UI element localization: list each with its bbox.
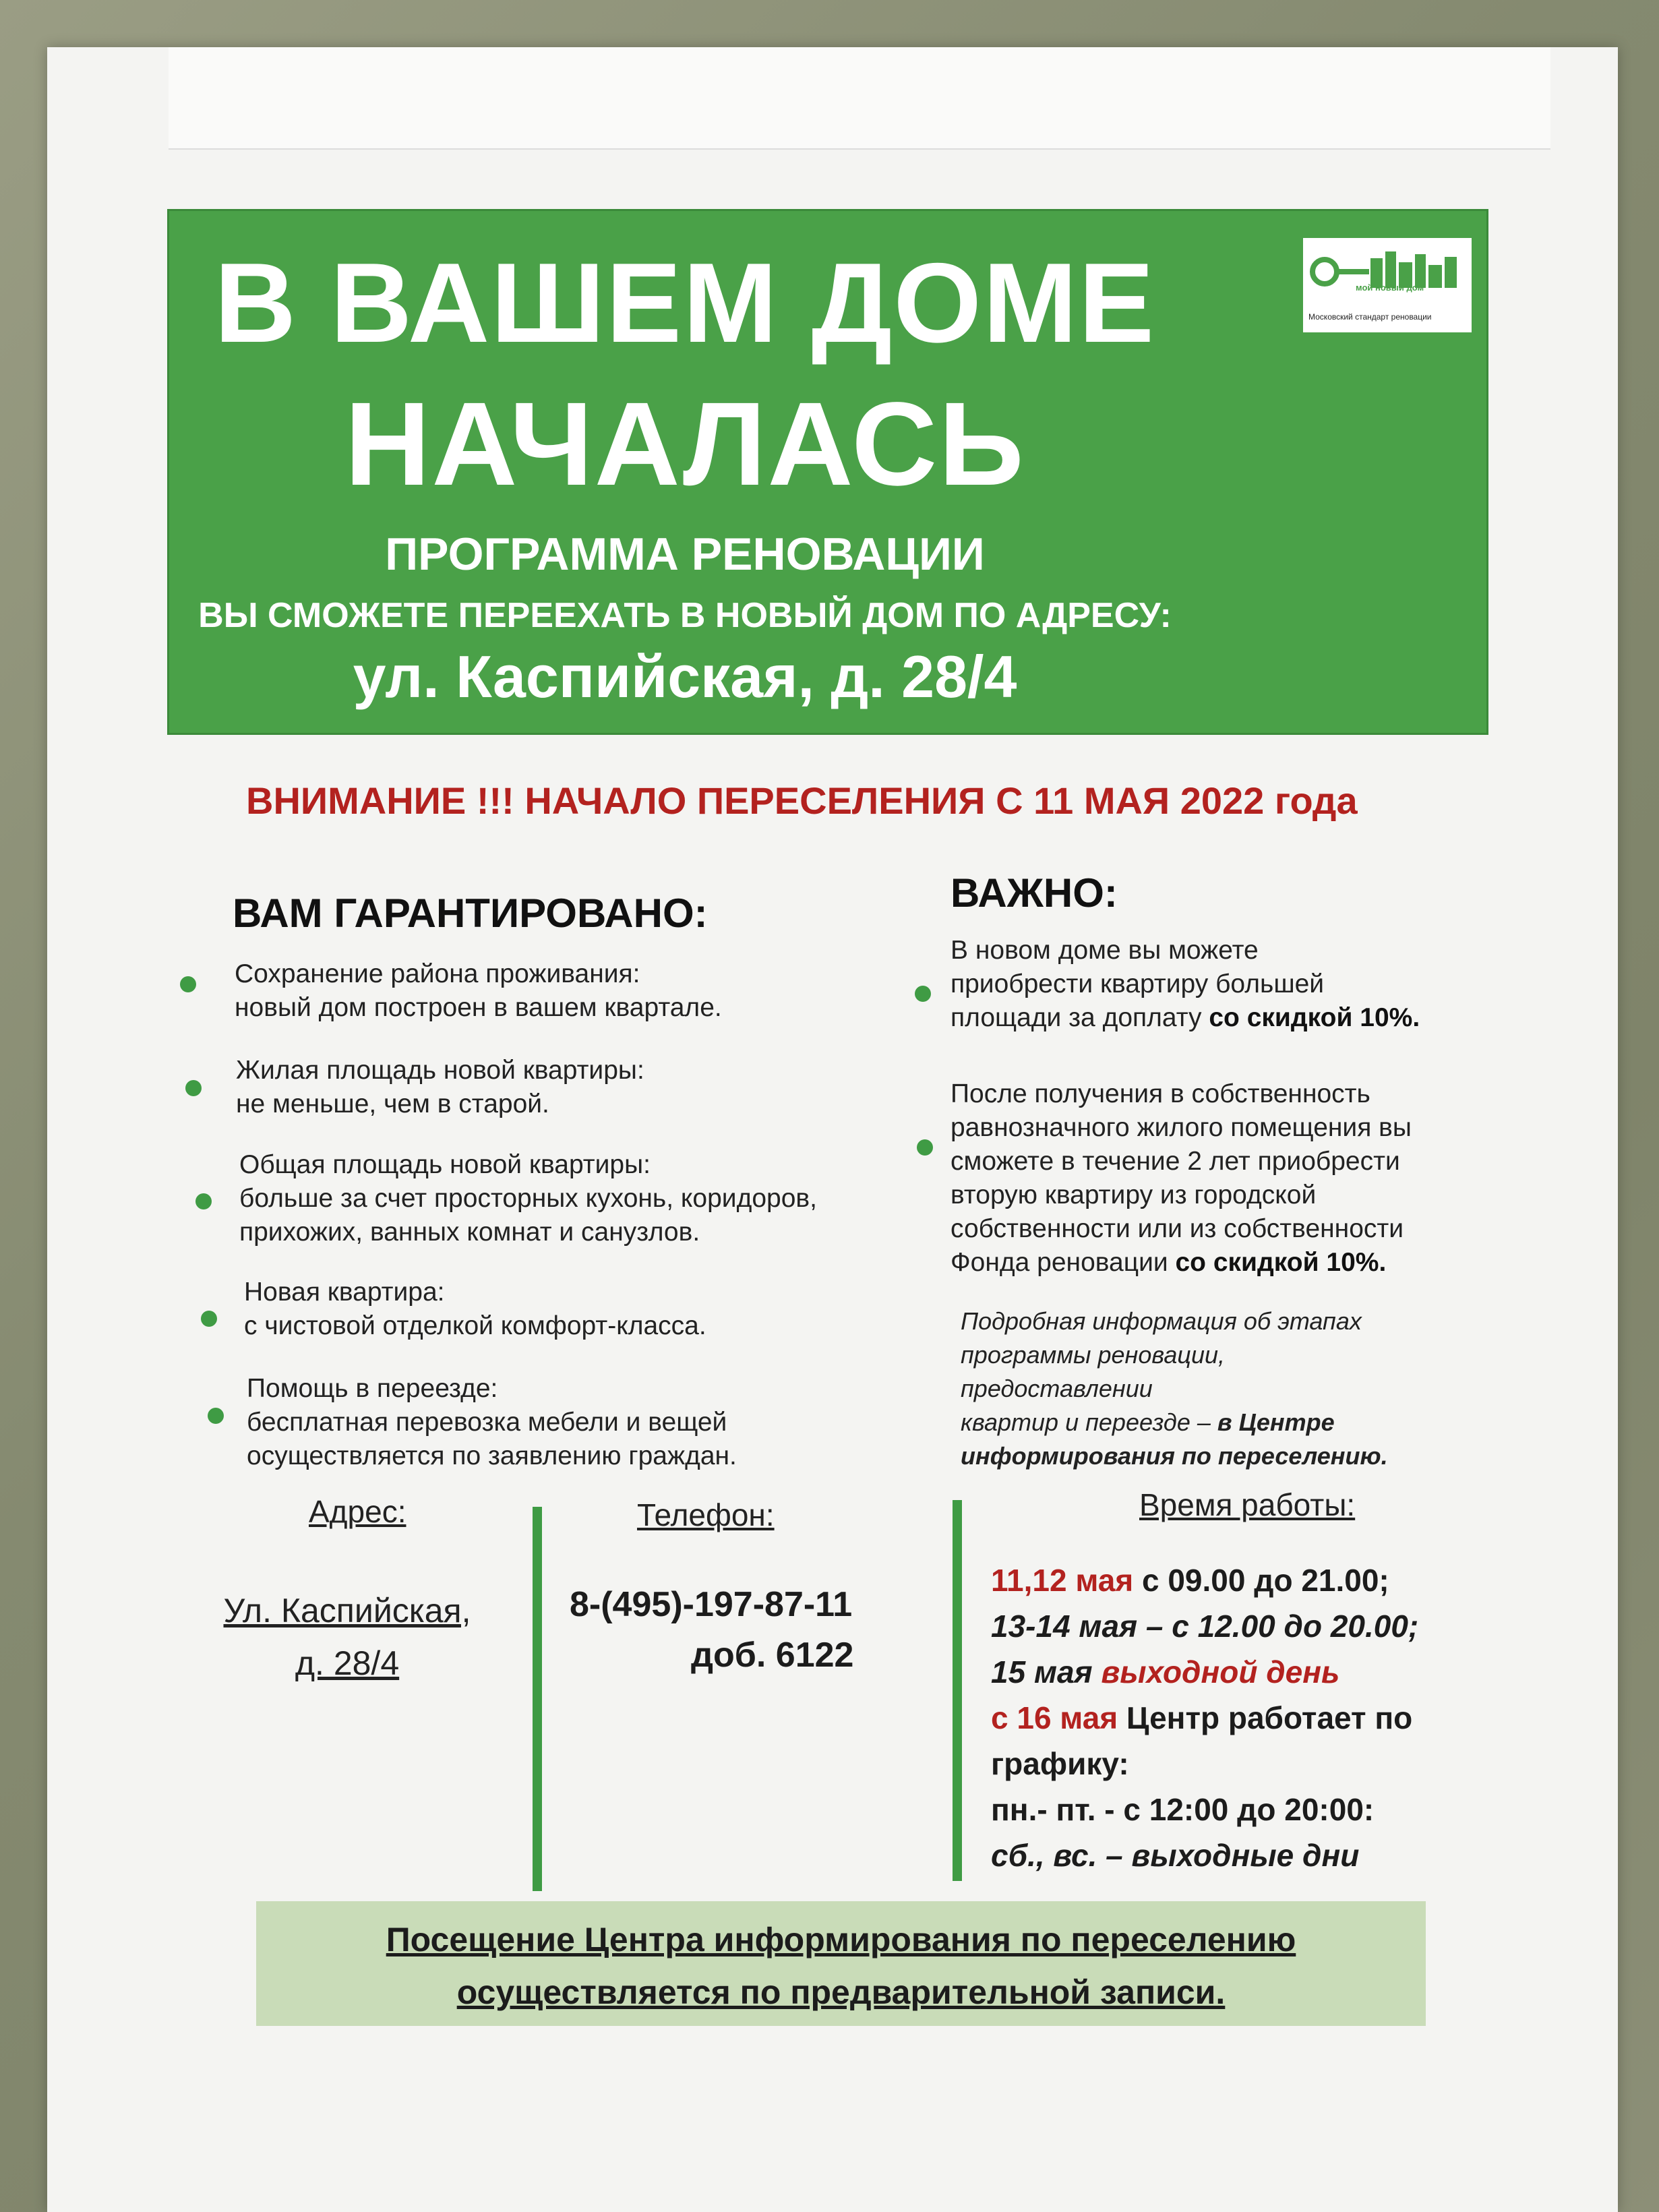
phone-number: 8-(495)-197-87-11 bbox=[570, 1585, 853, 1624]
list-item: Помощь в переезде: бесплатная перевозка мебели и вещей осуществляется по заявлению граждан. bbox=[247, 1374, 737, 1470]
bullet-icon bbox=[185, 1080, 202, 1096]
info-note: Подробная информация об этапах программы реновации, предоставлении квартир и переезде – в Центре информирования по переселению. bbox=[961, 1307, 1388, 1470]
bullet-icon bbox=[195, 1193, 212, 1209]
appointment-footer bbox=[256, 1901, 1426, 2026]
banner-title-line1: В ВАШЕМ ДОМЕ bbox=[214, 239, 1156, 366]
important-heading: ВАЖНО: bbox=[951, 870, 1118, 916]
list-item: Общая площадь новой квартиры: больше за счет просторных кухонь, коридоров, прихожих, ванных комнат и санузлов. bbox=[239, 1150, 817, 1247]
column-divider bbox=[533, 1507, 542, 1891]
bullet-icon bbox=[180, 976, 196, 992]
banner-title-line2: НАЧАЛАСЬ bbox=[344, 378, 1025, 510]
guaranteed-heading: ВАМ ГАРАНТИРОВАНО: bbox=[233, 891, 708, 936]
header-banner bbox=[167, 209, 1488, 735]
adhesive-tape bbox=[169, 47, 1550, 150]
phone-extension: доб. 6122 bbox=[691, 1636, 854, 1675]
column-divider bbox=[953, 1500, 962, 1881]
address-heading: Адрес: bbox=[309, 1494, 406, 1529]
footer-line1: Посещение Центра информирования по переселению bbox=[386, 1921, 1296, 1959]
attention-notice: ВНИМАНИЕ !!! НАЧАЛО ПЕРЕСЕЛЕНИЯ С 11 МАЯ 2022 года bbox=[246, 779, 1358, 822]
logo-name: мой новый дом bbox=[1356, 282, 1424, 293]
bullet-icon bbox=[208, 1408, 224, 1424]
list-item: В новом доме вы можете приобрести квартиру большей площади за доплату со скидкой 10%. bbox=[951, 936, 1420, 1032]
list-item: После получения в собственность равнозначного жилого помещения вы сможете в течение 2 лет приобрести вторую квартиру из городской собственности или из собственности Фонда реновации со скидкой 10%. bbox=[951, 1079, 1412, 1277]
bullet-icon bbox=[201, 1311, 217, 1327]
banner-address: ул. Каспийская, д. 28/4 bbox=[353, 643, 1017, 710]
working-hours: 11,12 мая с 09.00 до 21.00; 13-14 мая – с 12.00 до 20.00; 15 мая выходной день с 16 мая Центр работает по графику: пн.- пт. - с 12:00 до 20:00: сб., вс. – выходные дни bbox=[991, 1563, 1419, 1873]
banner-subtitle: ПРОГРАММА РЕНОВАЦИИ bbox=[385, 529, 985, 580]
logo-caption: Московский стандарт реновации bbox=[1308, 312, 1432, 322]
renovation-logo bbox=[1303, 238, 1472, 332]
banner-move-text: ВЫ СМОЖЕТЕ ПЕРЕЕХАТЬ В НОВЫЙ ДОМ ПО АДРЕСУ: bbox=[198, 596, 1172, 635]
list-item: Сохранение района проживания: новый дом построен в вашем квартале. bbox=[235, 959, 722, 1022]
list-item: Новая квартира: с чистовой отделкой комфорт-класса. bbox=[244, 1278, 706, 1340]
hours-heading: Время работы: bbox=[1139, 1487, 1356, 1522]
bullet-icon bbox=[915, 986, 931, 1002]
list-item: Жилая площадь новой квартиры: не меньше, чем в старой. bbox=[236, 1056, 644, 1118]
bullet-icon bbox=[917, 1139, 933, 1156]
phone-heading: Телефон: bbox=[637, 1497, 775, 1532]
footer-line2: осуществляется по предварительной записи. bbox=[456, 1973, 1226, 2011]
address-text: Ул. Каспийская, д. 28/4 bbox=[223, 1592, 471, 1682]
